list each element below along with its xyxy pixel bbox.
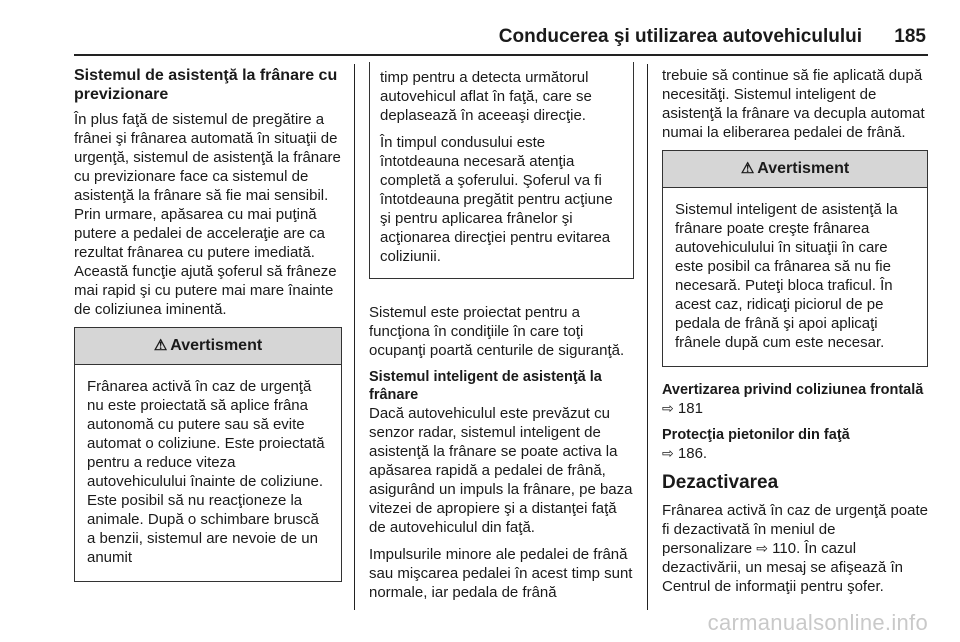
warning-title: Avertisment: [757, 160, 850, 177]
paragraph: Dacă autovehiculul este prevăzut cu senzor radar, sistemul inteligent de asistenţă la frânare se poate activa la apăsarea rapidă a pedalei de frână, asigurând un impuls la frânare, pe baza vitezei de apropiere şi a distanţei faţă de autovehiculul din faţă.: [369, 405, 633, 536]
warning-text: Sistemul inteligent de asistenţă la frânare poate creşte frânarea autovehiculului în situaţii în care este posibil ca frânarea să nu fie necesară. Puteţi bloca traficul. În acest caz, ridicaţi piciorul de pe pedala de frână şi apoi aplicaţi frânele după cum este necesar.: [675, 201, 898, 351]
warning-body: [75, 365, 341, 581]
page-header: [74, 22, 928, 56]
warning-text: timp pentru a detecta următorul autovehicul aflat în faţă, care se deplasează în aceeaşi direcţie.: [380, 69, 592, 124]
paragraph: trebuie să continue să fie aplicată după necesităţi. Sistemul inteligent de asistenţă la frânare va decupla automat numai la eliberarea pedalei de frână.: [662, 67, 925, 141]
warning-header: [75, 328, 341, 365]
subheading: Protecţia pietonilor din faţă: [662, 427, 850, 443]
section-heading: Dezactivarea: [662, 472, 779, 493]
page-title: Conducerea şi utilizarea autovehiculului: [498, 26, 862, 47]
warning-header: [663, 151, 927, 188]
warning-box-continued: [369, 62, 634, 279]
warning-triangle-icon: ⚠: [153, 337, 168, 354]
paragraph: Frânarea activă în caz de urgenţă poate fi dezactivată în meniul de personalizare ⇨ 110. În cazul dezactivării, un mesaj se afişează în Centrul de informaţii pentru şofer.: [662, 502, 929, 595]
column-2: [369, 66, 634, 610]
warning-text: Frânarea activă în caz de urgenţă nu este proiectată să aplice frâna autonomă cu putere sau să evite automat o coliziune. Este proiectată pentru a reduce viteza autovehiculului înainte de coliziune. Este posibil să nu reacţioneze la animale. După o schimbare bruscă a benzii, sistemul are nevoie de un anumit: [87, 378, 325, 566]
paragraph: În plus faţă de sistemul de pregătire a frânei şi frânarea automată în situaţii de urgenţă, sistemul de asistenţă la frânare cu previzionare face ca sistemul de asistenţă la frânare să fie mai sensibil. Prin urmare, apăsarea cu mai puţină putere a pedalei de acceleraţie are ca rezultat frânarea cu putere imediată. Această funcţie ajută şoferul să frâneze mai rapid şi cu putere mai mare înainte de coliziunea iminentă.: [74, 111, 341, 318]
column-divider: [647, 64, 648, 610]
warning-text: În timpul condusului este întotdeauna necesară atenţia completă a şoferului. Şoferul va fi întotdeauna pregătit pentru acţiune şi pentru aplicarea frânelor şi acţionarea direcţiei pentru evitarea coliziunii.: [380, 134, 613, 265]
warning-box: [662, 150, 928, 367]
cross-reference[interactable]: [662, 444, 928, 463]
ref-page[interactable]: 110: [772, 540, 797, 557]
warning-body: [663, 188, 927, 366]
warning-triangle-icon: ⚠: [740, 160, 755, 177]
ref-page: 186.: [677, 445, 708, 462]
page-number: 185: [894, 26, 926, 47]
subheading: Sistemul inteligent de asistenţă la frânare: [369, 369, 602, 403]
column-1: [74, 66, 342, 596]
paragraph: Sistemul este proiectat pentru a funcţiona în condiţiile în care toţi ocupanţi poartă centurile de siguranţă.: [369, 304, 625, 359]
paragraph: Impulsurile minore ale pedalei de frână sau mişcarea pedalei în acest timp sunt normale, iar pedala de frână: [369, 546, 633, 601]
ref-arrow-icon: ⇨: [756, 540, 768, 556]
ref-arrow-icon: ⇨: [662, 400, 674, 416]
subheading: Avertizarea privind coliziunea frontală: [662, 382, 924, 398]
warning-box: [74, 327, 342, 582]
section-heading: Sistemul de asistenţă la frânare cu previzionare: [74, 67, 338, 103]
column-divider: [354, 64, 355, 610]
watermark: carmanualsonline.info: [707, 610, 928, 635]
ref-arrow-icon: ⇨: [662, 445, 674, 461]
cross-reference[interactable]: [662, 399, 928, 418]
column-3: [662, 66, 928, 604]
warning-title: Avertisment: [170, 337, 263, 354]
ref-page: 181: [677, 400, 703, 417]
